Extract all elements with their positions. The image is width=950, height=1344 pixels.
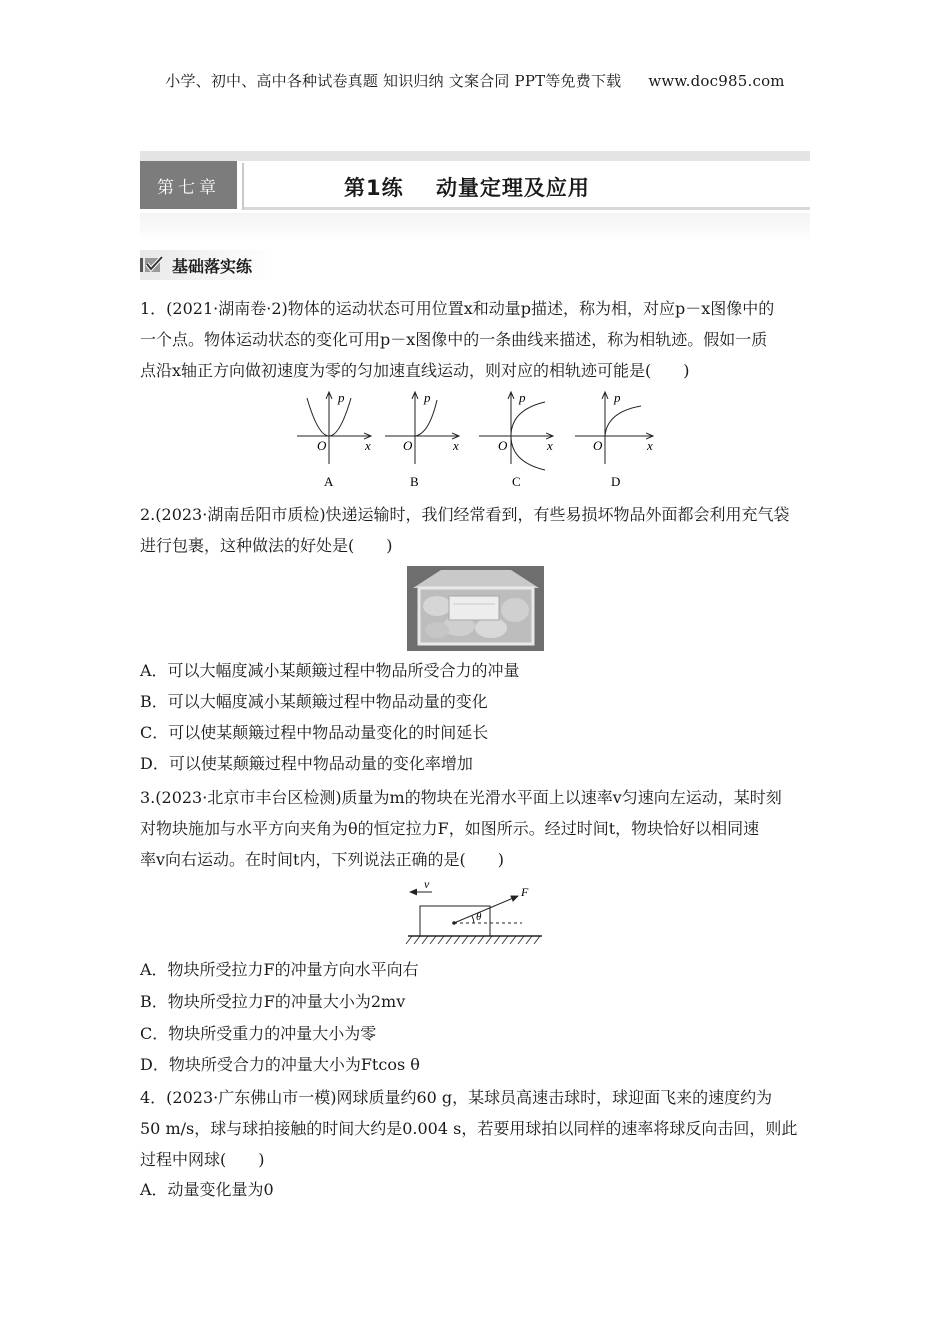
graph-c-p: p <box>519 390 526 405</box>
graph-d-p: p <box>614 390 621 405</box>
q1-phase-graphs <box>293 390 663 490</box>
graph-a <box>297 390 371 489</box>
lesson-name: 动量定理及应用 <box>435 176 590 200</box>
graph-c-o: O <box>498 438 508 453</box>
lesson-title <box>344 172 590 202</box>
q3-option-b[interactable]: B．物块所受拉力F的冲量大小为2mv <box>140 992 406 1011</box>
header-url[interactable]: www.doc985.com <box>648 72 785 90</box>
banner-strip <box>140 151 810 161</box>
q4-option-a[interactable]: A．动量变化量为0 <box>140 1180 274 1199</box>
velocity-label: v <box>424 878 430 891</box>
section-heading <box>140 250 274 280</box>
q3-line-1: 3.(2023·北京市丰台区检测)质量为m的物块在光滑水平面上以速率v匀速向左运动，某时刻 <box>140 788 782 807</box>
graph-b-x: x <box>453 438 459 453</box>
q3-option-c[interactable]: C．物块所受重力的冲量大小为零 <box>140 1024 377 1043</box>
q2-option-c[interactable]: C．可以使某颠簸过程中物品动量变化的时间延长 <box>140 723 489 742</box>
q2-line-2: 进行包裹，这种做法的好处是( ) <box>140 536 393 555</box>
theta-label: θ <box>476 911 482 923</box>
graph-c-x: x <box>547 438 553 453</box>
graph-b-label: B <box>410 474 419 489</box>
q1-line-2: 一个点。物体运动状态的变化可用p－x图像中的一条曲线来描述，称为相轨迹。假如一质 <box>140 330 768 349</box>
graph-d-x: x <box>647 438 653 453</box>
q2-line-1: 2.(2023·湖南岳阳市质检)快递运输时，我们经常看到，有些易损坏物品外面都会利用充气袋 <box>140 505 790 524</box>
question-2 <box>140 499 812 561</box>
package-illustration <box>407 566 544 651</box>
graph-b-o: O <box>403 438 413 453</box>
q4-line-2: 50 m/s，球与球拍接触的时间大约是0.004 s，若要用球拍以同样的速率将球反向击回，则此 <box>140 1119 798 1138</box>
graph-c <box>479 390 553 489</box>
graph-d-o: O <box>593 438 603 453</box>
question-4 <box>140 1082 812 1175</box>
q3-line-2: 对物块施加与水平方向夹角为θ的恒定拉力F，如图所示。经过时间t，物块恰好以相同速 <box>140 819 760 838</box>
graph-b <box>385 390 459 489</box>
q3-force-diagram <box>400 878 550 946</box>
lesson-title-box <box>244 163 810 210</box>
banner-shadow-band <box>140 213 810 243</box>
graph-b-p: p <box>424 390 431 405</box>
lesson-number: 第1练 <box>344 176 404 200</box>
q3-option-a[interactable]: A．物块所受拉力F的冲量方向水平向右 <box>140 960 419 979</box>
q1-line-1: 1．(2021·湖南卷·2)物体的运动状态可用位置x和动量p描述，称为相，对应p－x图像中的 <box>140 299 775 318</box>
chapter-label: 第七章 <box>140 161 237 209</box>
q4-line-1: 4．(2023·广东佛山市一模)网球质量约60 g，某球员高速击球时，球迎面飞来的速度约为 <box>140 1088 773 1107</box>
graph-a-p: p <box>338 390 345 405</box>
q2-option-a[interactable]: A．可以大幅度减小某颠簸过程中物品所受合力的冲量 <box>140 661 520 680</box>
force-label: F <box>521 885 529 899</box>
graph-c-label: C <box>512 474 521 489</box>
graph-a-label: A <box>324 474 334 489</box>
header-text: 小学、初中、高中各种试卷真题 知识归纳 文案合同 PPT等免费下载 <box>165 72 622 90</box>
q4-line-3: 过程中网球( ) <box>140 1150 265 1169</box>
question-3 <box>140 782 812 875</box>
q3-line-3: 率v向右运动。在时间t内，下列说法正确的是( ) <box>140 850 504 869</box>
graph-d-label: D <box>611 474 621 489</box>
chapter-banner <box>140 151 810 213</box>
q2-option-d[interactable]: D．可以使某颠簸过程中物品动量的变化率增加 <box>140 754 473 773</box>
checkmark-icon <box>140 255 164 275</box>
page-header <box>0 70 950 91</box>
graph-d <box>575 390 653 489</box>
air-cushion-package-photo <box>407 566 544 651</box>
section-label: 基础落实练 <box>172 256 253 276</box>
graph-a-x: x <box>365 438 371 453</box>
q3-option-d[interactable]: D．物块所受合力的冲量大小为Ftcos θ <box>140 1055 420 1074</box>
question-1 <box>140 293 812 386</box>
graph-a-o: O <box>317 438 327 453</box>
q1-line-3: 点沿x轴正方向做初速度为零的匀加速直线运动，则对应的相轨迹可能是( ) <box>140 361 690 380</box>
q2-option-b[interactable]: B．可以大幅度减小某颠簸过程中物品动量的变化 <box>140 692 488 711</box>
